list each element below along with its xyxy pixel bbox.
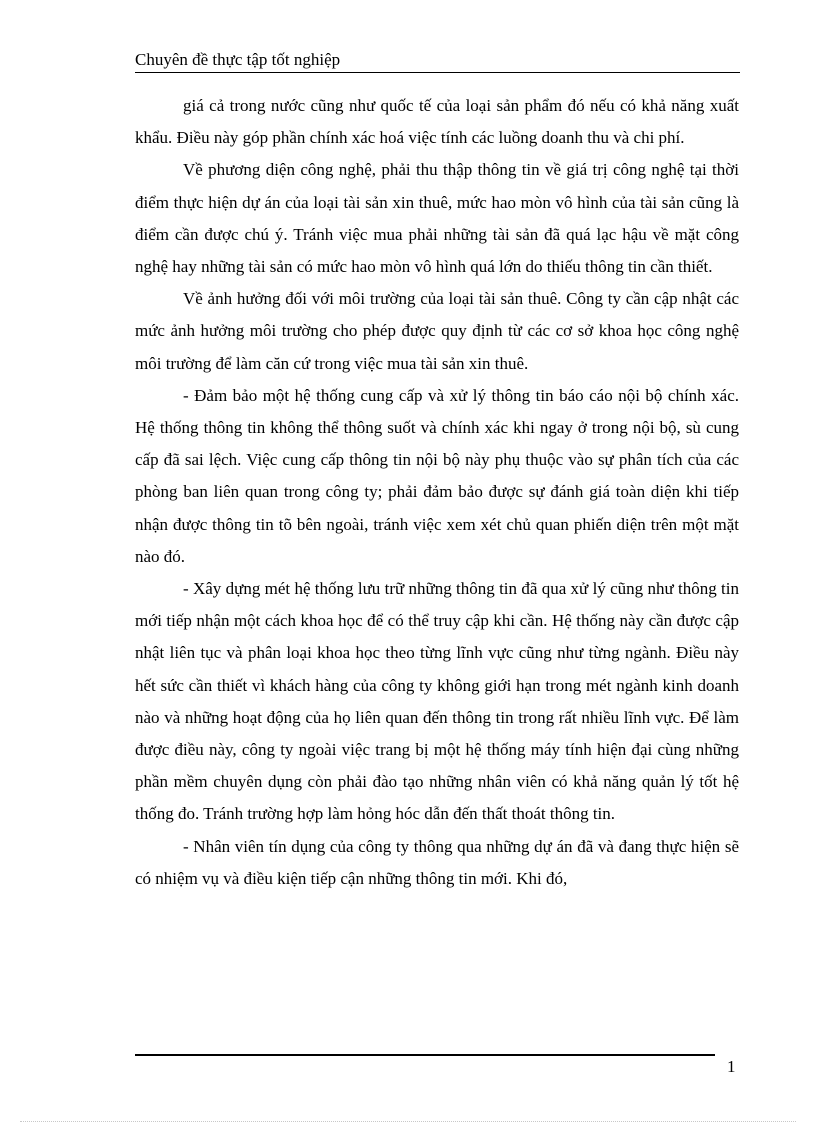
- paragraph-environment: Về ảnh hưởng đối với môi trường của loại tài sản thuê. Công ty cần cập nhật các mức ảnh hưởng môi trường cho phép được quy định từ các cơ sở khoa học công nghệ môi trường để làm căn cứ trong việc mua tài sản xin thuê.: [135, 289, 739, 373]
- paragraph-credit-staff: - Nhân viên tín dụng của công ty thông qua những dự án đã và đang thực hiện sẽ có nhiệm vụ và điều kiện tiếp cận những thông tin mới. Khi đó,: [135, 836, 739, 888]
- paragraph-technology: Về phương diện công nghệ, phải thu thập thông tin về giá trị công nghệ tại thời điểm thực hiện dự án của loại tài sản xin thuê, mức hao mòn vô hình của tài sản cũng là điểm cần được chú ý. Tránh việc mua phải những tài sản đã quá lạc hậu về mặt công nghệ hay những tài sản có mức hao mòn vô hình quá lớn do thiếu thông tin cần thiết.: [135, 160, 739, 277]
- page-header: [135, 49, 740, 73]
- paragraph-storage-system: - Xây dựng mét hệ thống lưu trữ những thông tin đã qua xử lý cũng như thông tin mới tiếp nhận một cách khoa học để có thể truy cập khi cần. Hệ thống này cần được cập nhật liên tục và phân loại khoa học theo từng lĩnh vực cũng như từng ngành. Điều này hết sức cần thiết vì khách hàng của công ty không giới hạn trong mét ngành kinh doanh nào và những hoạt động của họ liên quan đến thông tin trong rất nhiều lĩnh vực. Để làm được điều này, công ty ngoài việc trang bị một hệ thống máy tính hiện đại cùng những phần mềm chuyên dụng còn phải đào tạo những nhân viên có khả năng quản lý tốt hệ thống đo. Tránh trường hợp làm hỏng hóc dẫn đến thất thoát thông tin.: [135, 579, 739, 824]
- page-edge-divider: [20, 1121, 796, 1122]
- paragraph-internal-info: - Đảm bảo một hệ thống cung cấp và xử lý thông tin báo cáo nội bộ chính xác. Hệ thống thông tin không thể thông suốt và chính xác khi ngay ở trong nội bộ, sù cung cấp đã sai lệch. Việc cung cấp thông tin nội bộ này phụ thuộc vào sự phân tích của các phòng ban liên quan trong công ty; phải đảm bảo được sự đánh giá toàn diện khi tiếp nhận được thông tin tõ bên ngoài, tránh việc xem xét chủ quan phiến diện trên một mặt nào đó.: [135, 385, 739, 566]
- paragraph-continuation: giá cả trong nước cũng như quốc tế của loại sản phẩm đó nếu có khả năng xuất khẩu. Điều này góp phần chính xác hoá việc tính các luồng doanh thu và chi phí.: [135, 96, 739, 148]
- document-body: [135, 90, 739, 895]
- page-number: 1: [727, 1057, 736, 1076]
- header-title: Chuyên đề thực tập tốt nghiệp: [135, 50, 341, 69]
- footer-divider: [135, 1054, 715, 1056]
